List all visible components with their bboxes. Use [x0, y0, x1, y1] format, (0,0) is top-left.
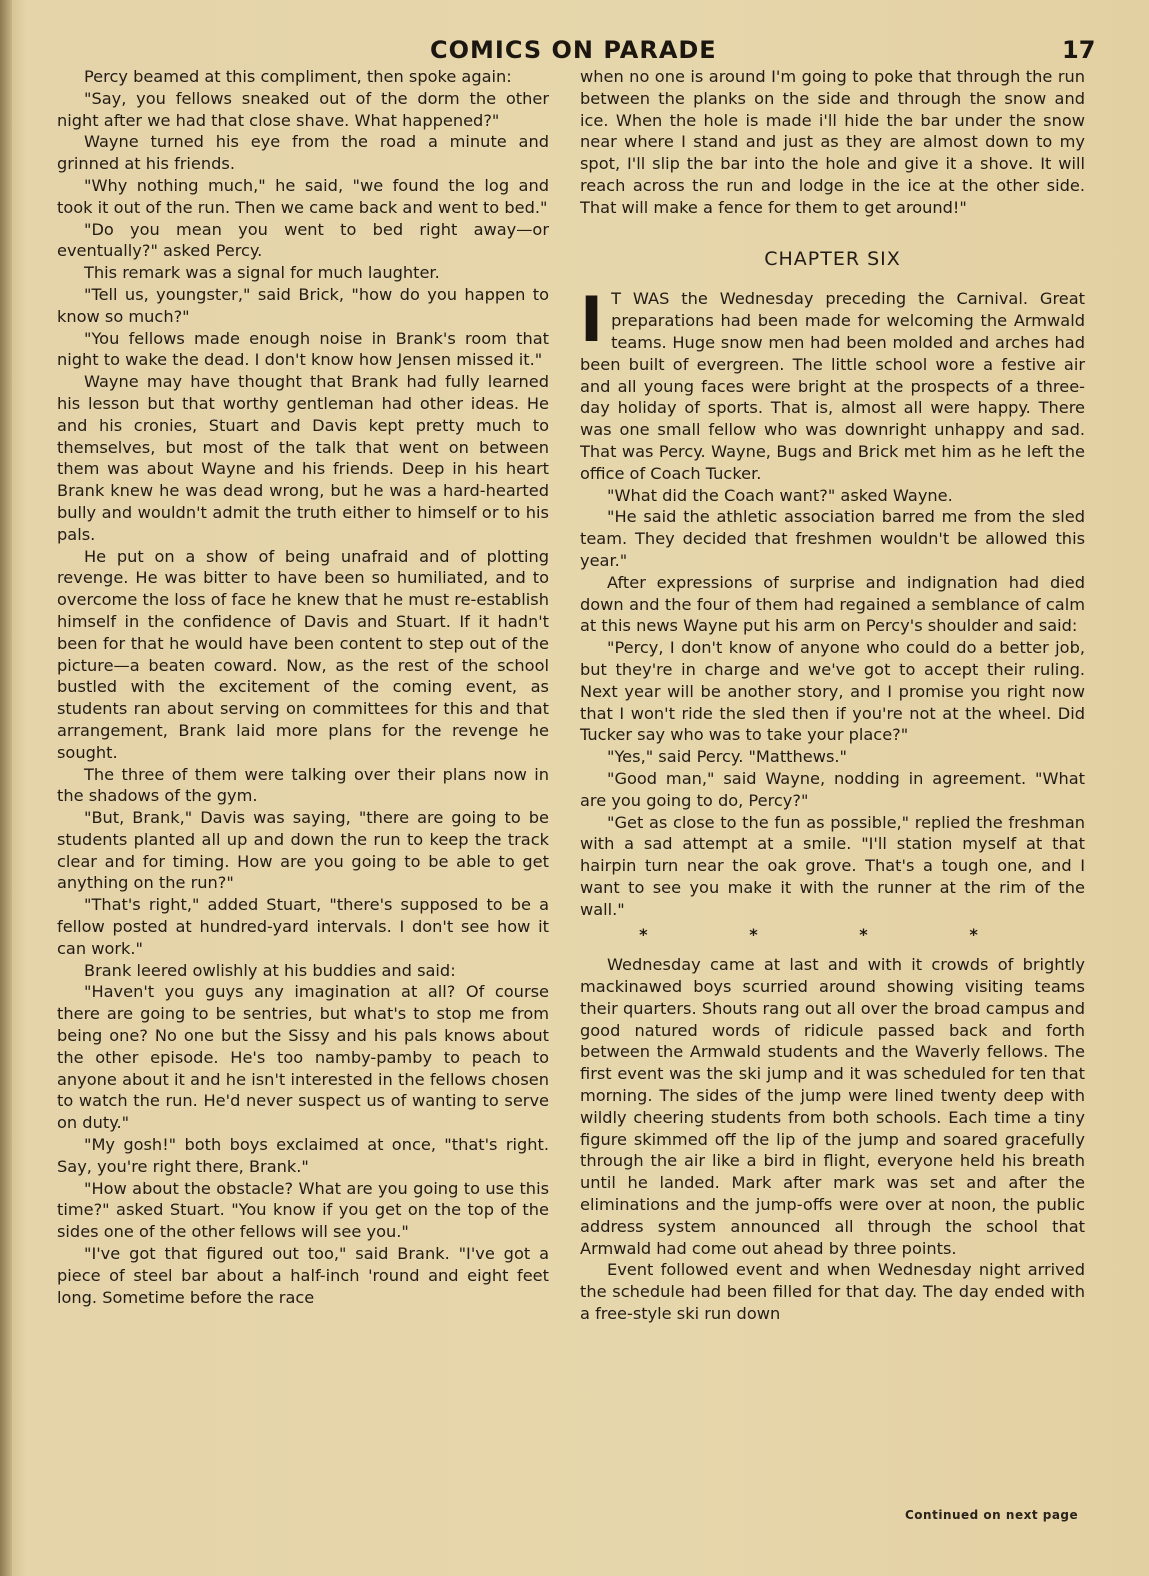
paragraph: "He said the athletic association barred me from the sled team. They decided that freshmen wouldn't be allowed this year.": [580, 507, 1085, 570]
chapter-opening-paragraph: [580, 283, 1085, 484]
paragraph-continued: when no one is around I'm going to poke that through the run between the planks on the side and through the snow and ice. When the hole is made i'll hide the bar under the snow near where I stand and just as they are almost down to my spot, I'll slip the bar into the hole and give it a shove. It will reach across the run and lodge in the ice at the other side. That will make a fence for them to get around!": [580, 67, 1085, 217]
paragraph: Wayne turned his eye from the road a minute and grinned at his friends.: [57, 132, 549, 174]
paragraph: He put on a show of being unafraid and of plotting revenge. He was bitter to have been so humiliated, and to overcome the loss of face he knew that he must re-establish himself in the confidence of Davis and Stuart. If it hadn't been for that he would have been content to step out of the picture—a beaten coward. Now, as the rest of the school bustled with the excitement of the coming event, as students ran about serving on committees for this and that arrangement, Brank laid more plans for the revenge he sought.: [57, 546, 549, 762]
paragraph: "You fellows made enough noise in Brank's room that night to wake the dead. I don't know how Jensen missed it.": [57, 328, 549, 370]
paragraph: "Tell us, youngster," said Brick, "how do you happen to know so much?": [57, 284, 549, 326]
right-text-column: [580, 66, 1085, 1325]
paragraph: "I've got that figured out too," said Brank. "I've got a piece of steel bar about a half-inch 'round and eight feet long. Sometime before the race: [57, 1244, 549, 1307]
paragraph: "What did the Coach want?" asked Wayne.: [607, 485, 953, 505]
paragraph: "Percy, I don't know of anyone who could do a better job, but they're in charge and we've got to accept their ruling. Next year will be another story, and I promise you right now that I won't ride the sled then if you're not at the wheel. Did Tucker say who was to take your place?": [580, 638, 1085, 745]
paragraph: "My gosh!" both boys exclaimed at once, "that's right. Say, you're right there, Brank.": [57, 1135, 549, 1176]
page-header-title: COMICS ON PARADE: [430, 36, 717, 64]
paragraph: "Yes," said Percy. "Matthews.": [607, 747, 847, 767]
paragraph: Wednesday came at last and with it crowds of brightly mackinawed boys scurried around showing visiting teams their quarters. Shouts rang out all over the broad campus and good natured words of ridicule passed back and forth between the Armwald students and the Waverly fellows. The first event was the ski jump and it was scheduled for ten that morning. The sides of the jump were lined twenty deep with wildly cheering students from both schools. Each time a tiny figure skimmed off the lip of the jump and soared gracefully through the air like a bird in flight, everyone held his breath until he landed. Mark after mark was set and after the eliminations and the jump-offs were over at noon, the public address system announced all through the school that Armwald had come out ahead by three points.: [580, 955, 1085, 1258]
paragraph: Wayne may have thought that Brank had fully learned his lesson but that worthy gentleman had other ideas. He and his cronies, Stuart and Davis kept pretty much to themselves, but most of the talk that went on between them was about Wayne and his friends. Deep in his heart Brank knew he was dead wrong, but he was a hard-hearted bully and wouldn't admit the truth either to himself or to his pals.: [57, 372, 549, 544]
paragraph: "Do you mean you went to bed right away—or eventually?" asked Percy.: [57, 219, 549, 261]
paragraph: "Get as close to the fun as possible," replied the freshman with a sad attempt at a smile. "I'll station myself at that hairpin turn near the oak grove. That's a tough one, and I want to see you make it with the runner at the rim of the wall.": [580, 812, 1085, 919]
paragraph: Event followed event and when Wednesday night arrived the schedule had been filled for that day. The day ended with a free-style ski run down: [580, 1260, 1085, 1324]
paragraph: "How about the obstacle? What are you going to use this time?" asked Stuart. "You know if you get on the top of the sides one of the other fellows will see you.": [57, 1178, 549, 1242]
paragraph: "Haven't you guys any imagination at all? Of course there are going to be sentries, but what's to stop me from being one? No one but the Sissy and his pals knows about the other episode. He's too namby-pamby to peach to anyone about it and he isn't interested in the fellows chosen to watch the run. He'd never suspect us of wanting to serve on duty.": [57, 982, 549, 1133]
page-spine-shadow: [0, 0, 12, 1576]
paragraph: After expressions of surprise and indignation had died down and the four of them had regained a semblance of calm at this news Wayne put his arm on Percy's shoulder and said:: [580, 572, 1085, 636]
paragraph: "Say, you fellows sneaked out of the dorm the other night after we had that close shave. What happened?": [57, 88, 549, 130]
paragraph: "Why nothing much," he said, "we found the log and took it out of the run. Then we came back and went to bed.": [57, 175, 549, 217]
paragraph: This remark was a signal for much laughter.: [84, 263, 440, 283]
paragraph: "That's right," added Stuart, "there's supposed to be a fellow posted at hundred-yard intervals. I don't see how it can work.": [57, 895, 549, 958]
paragraph: Percy beamed at this compliment, then spoke again:: [84, 67, 512, 86]
page-number: 17: [1062, 36, 1096, 64]
continued-notice: Continued on next page: [905, 1508, 1079, 1522]
paragraph: "Good man," said Wayne, nodding in agreement. "What are you going to do, Percy?": [580, 768, 1085, 810]
section-separator: * * * *: [639, 925, 1026, 945]
paragraph: The three of them were talking over their plans now in the shadows of the gym.: [57, 764, 549, 806]
paragraph: "But, Brank," Davis was saying, "there are going to be students planted all up and down the run to keep the track clear and for timing. How are you going to be able to get anything on the run?": [57, 808, 549, 893]
chapter-opening-text: T WAS the Wednesday preceding the Carnival. Great preparations had been made for welcoming the Armwald teams. Huge snow men had been molded and arches had been built of evergreen. The little school wore a festive air and all young faces were bright at the prospects of a three-day holiday of sports. That is, almost all were happy. There was one small fellow who was downright unhappy and sad. That was Percy. Wayne, Bugs and Brick met him as he left the office of Coach Tucker.: [580, 289, 1085, 483]
chapter-heading: CHAPTER SIX: [764, 247, 901, 270]
paragraph: Brank leered owlishly at his buddies and said:: [84, 960, 456, 980]
left-text-column: [57, 66, 549, 1308]
drop-cap-letter: I: [580, 283, 604, 357]
